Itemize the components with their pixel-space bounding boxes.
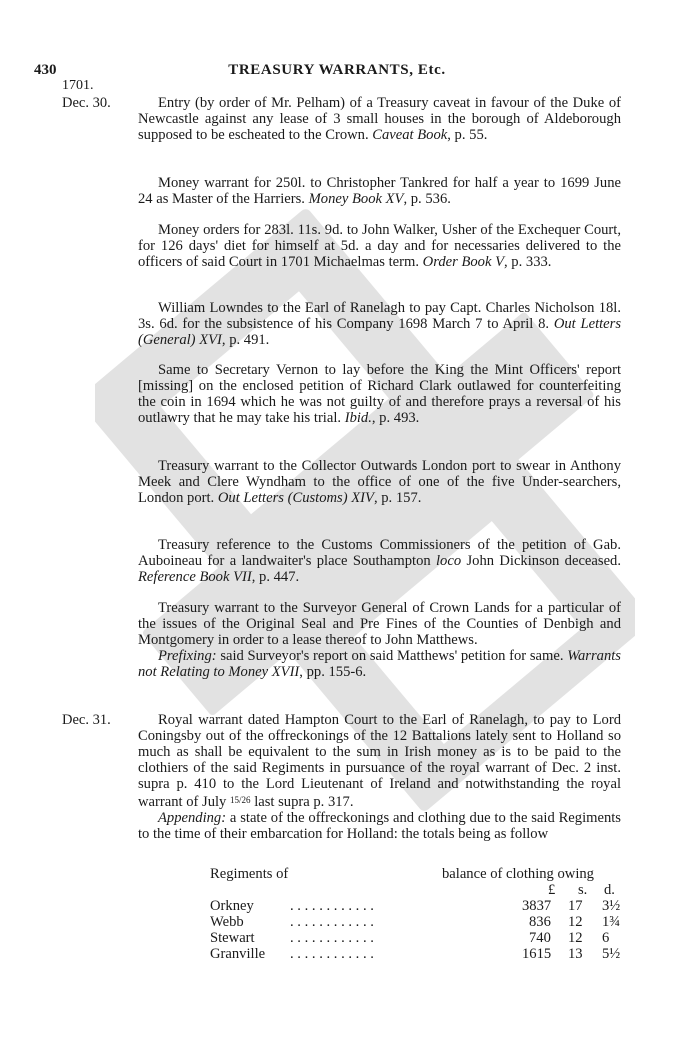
- balance-pounds: 3837: [522, 898, 552, 914]
- table-units: [138, 882, 621, 898]
- regiment-name: Stewart: [210, 930, 255, 946]
- entry-appending: [138, 810, 621, 842]
- clothing-table: [138, 866, 621, 962]
- entry-surveyor-general: [138, 600, 621, 680]
- entry-ref: Warrants not Relating to Money XVII: [138, 648, 621, 680]
- appending-text: a state of the offreckonings and clothing due to the said Regiments to the time of their embarcation for Holland: the totals being as follow: [138, 810, 621, 842]
- entry-ref: Caveat Book: [372, 127, 448, 143]
- prefixing-text: said Surveyor's report on said Matthews' petition for same.: [220, 648, 564, 664]
- col-regiments: Regiments of: [210, 866, 289, 882]
- entry-ref: Money Book XV: [308, 191, 404, 207]
- unit-shillings: s.: [578, 882, 588, 898]
- entry-ref: Order Book V: [422, 254, 504, 270]
- col-balance: balance of clothing owing: [442, 866, 594, 882]
- leader-dots: . . . . . . . . . . . .: [290, 946, 374, 962]
- entry-text: Same to Secretary Vernon to lay before the King the Mint Officers' report [missing] on the enclosed petition of Richard Clark outlawed for counterfeiting the coin in 1694 which he was not guilty of and therefore prays a reversal of his outlawry that he may take his trial.: [138, 362, 621, 426]
- entry-lowndes: [138, 300, 621, 348]
- entry-ref-tail: , pp. 155-6.: [299, 664, 367, 680]
- balance-pence: 3½: [602, 898, 621, 914]
- leader-dots: . . . . . . . . . . . .: [290, 930, 374, 946]
- leader-dots: . . . . . . . . . . . .: [290, 898, 374, 914]
- entry-ref-tail: , p. 157.: [373, 490, 422, 506]
- regiment-name: Orkney: [210, 898, 254, 914]
- date-dec-31: Dec. 31.: [62, 712, 111, 728]
- entry-text: Money warrant for 250l. to Christopher Tankred for half a year to 1699 June 24 as Master of the Harriers.: [138, 175, 621, 207]
- balance-pence: 6: [602, 930, 610, 946]
- entry-ref-tail: , p. 333.: [504, 254, 552, 270]
- entry-ref-tail: , p. 491.: [221, 332, 270, 348]
- regiment-name: Webb: [210, 914, 244, 930]
- entry-caveat: [138, 95, 621, 143]
- entry-customs-reference: [138, 537, 621, 585]
- entry-ref-tail: , p. 536.: [403, 191, 451, 207]
- balance-pence: 1¾: [602, 914, 621, 930]
- leader-dots: . . . . . . . . . . . .: [290, 914, 374, 930]
- appending-label: Appending:: [158, 810, 227, 826]
- entry-money-orders: [138, 222, 621, 270]
- running-title: TREASURY WARRANTS, Etc.: [228, 62, 446, 78]
- table-header: [138, 866, 621, 882]
- entry-text: Treasury reference to the Customs Commissioners of the petition of Gab. Auboineau for a landwaiter's place Southampton: [138, 537, 621, 569]
- entry-money-warrant: [138, 175, 621, 207]
- balance-pence: 5½: [602, 946, 621, 962]
- balance-pounds: 1615: [522, 946, 552, 962]
- entry-ref-tail: , p. 447.: [251, 569, 300, 585]
- entry-text: Royal warrant dated Hampton Court to the Earl of Ranelagh, to pay to Lord Coningsby out of the offreckonings of the 12 Battalions lately sent to Holland so much as shall be equivalent to the sum in Irish money as is to be paid to the clothiers of the said Regiments in pursuance of the royal warrant of Dec. 2 inst. supra p. 410 to the Lord Lieutenant of Ireland and notwithstanding the royal warrant of July: [138, 712, 621, 810]
- entry-prefixing: [138, 648, 621, 680]
- entry-vernon: [138, 362, 621, 426]
- table-row: [138, 946, 621, 962]
- balance-pounds: 836: [529, 914, 551, 930]
- balance-pounds: 740: [529, 930, 551, 946]
- unit-pounds: £: [548, 882, 556, 898]
- year-label: 1701.: [62, 78, 94, 93]
- table-row: [138, 930, 621, 946]
- entry-royal-warrant: [138, 712, 621, 842]
- page-number: 430: [34, 62, 57, 78]
- entry-ref: Reference Book VII: [138, 569, 252, 585]
- balance-shillings: 12: [568, 914, 583, 930]
- entry-collector-outwards: [138, 458, 621, 506]
- date-dec-30: Dec. 30.: [62, 95, 111, 111]
- entry-text-cont: last supra p. 317.: [254, 794, 354, 810]
- entry-loco: loco: [436, 553, 462, 569]
- entry-ref: Ibid.: [344, 410, 372, 426]
- fraction: 15/26: [230, 795, 251, 805]
- entry-ref: Out Letters (General) XVI: [138, 316, 622, 348]
- entry-ref-tail: , p. 55.: [447, 127, 488, 143]
- entry-ref: Out Letters (Customs) XIV: [217, 490, 374, 506]
- entry-text: Treasury warrant to the Collector Outwards London port to swear in Anthony Meek and Clere Wyndham to the office of one of the five Under-searchers, London port.: [138, 458, 621, 506]
- entry-text-cont: John Dickinson deceased.: [466, 553, 621, 569]
- balance-shillings: 17: [568, 898, 583, 914]
- entry-text: William Lowndes to the Earl of Ranelagh to pay Capt. Charles Nicholson 18l. 3s. 6d. for the subsistence of his Company 1698 March 7 to April 8.: [138, 300, 621, 332]
- balance-shillings: 13: [568, 946, 583, 962]
- table-row: [138, 914, 621, 930]
- entry-text: Entry (by order of Mr. Pelham) of a Treasury caveat in favour of the Duke of Newcastle against any lease of 3 small houses in the borough of Aldeborough supposed to be escheated to the Crown.: [138, 95, 621, 143]
- entry-text: Money orders for 283l. 11s. 9d. to John Walker, Usher of the Exchequer Court, for 126 days' diet for himself at 5d. a day and for necessaries delivered to the officers of said Court in 1701 Michaelmas term.: [138, 222, 621, 270]
- entry-text: Treasury warrant to the Surveyor General of Crown Lands for a particular of the issues of the Original Seal and Pre Fines of the Counties of Denbigh and Montgomery in order to a lease thereof to John Matthews.: [138, 600, 621, 648]
- prefixing-label: Prefixing:: [158, 648, 217, 664]
- balance-shillings: 12: [568, 930, 583, 946]
- unit-pence: d.: [604, 882, 615, 898]
- table-row: [138, 898, 621, 914]
- regiment-name: Granville: [210, 946, 266, 962]
- entry-ref-tail: , p. 493.: [371, 410, 420, 426]
